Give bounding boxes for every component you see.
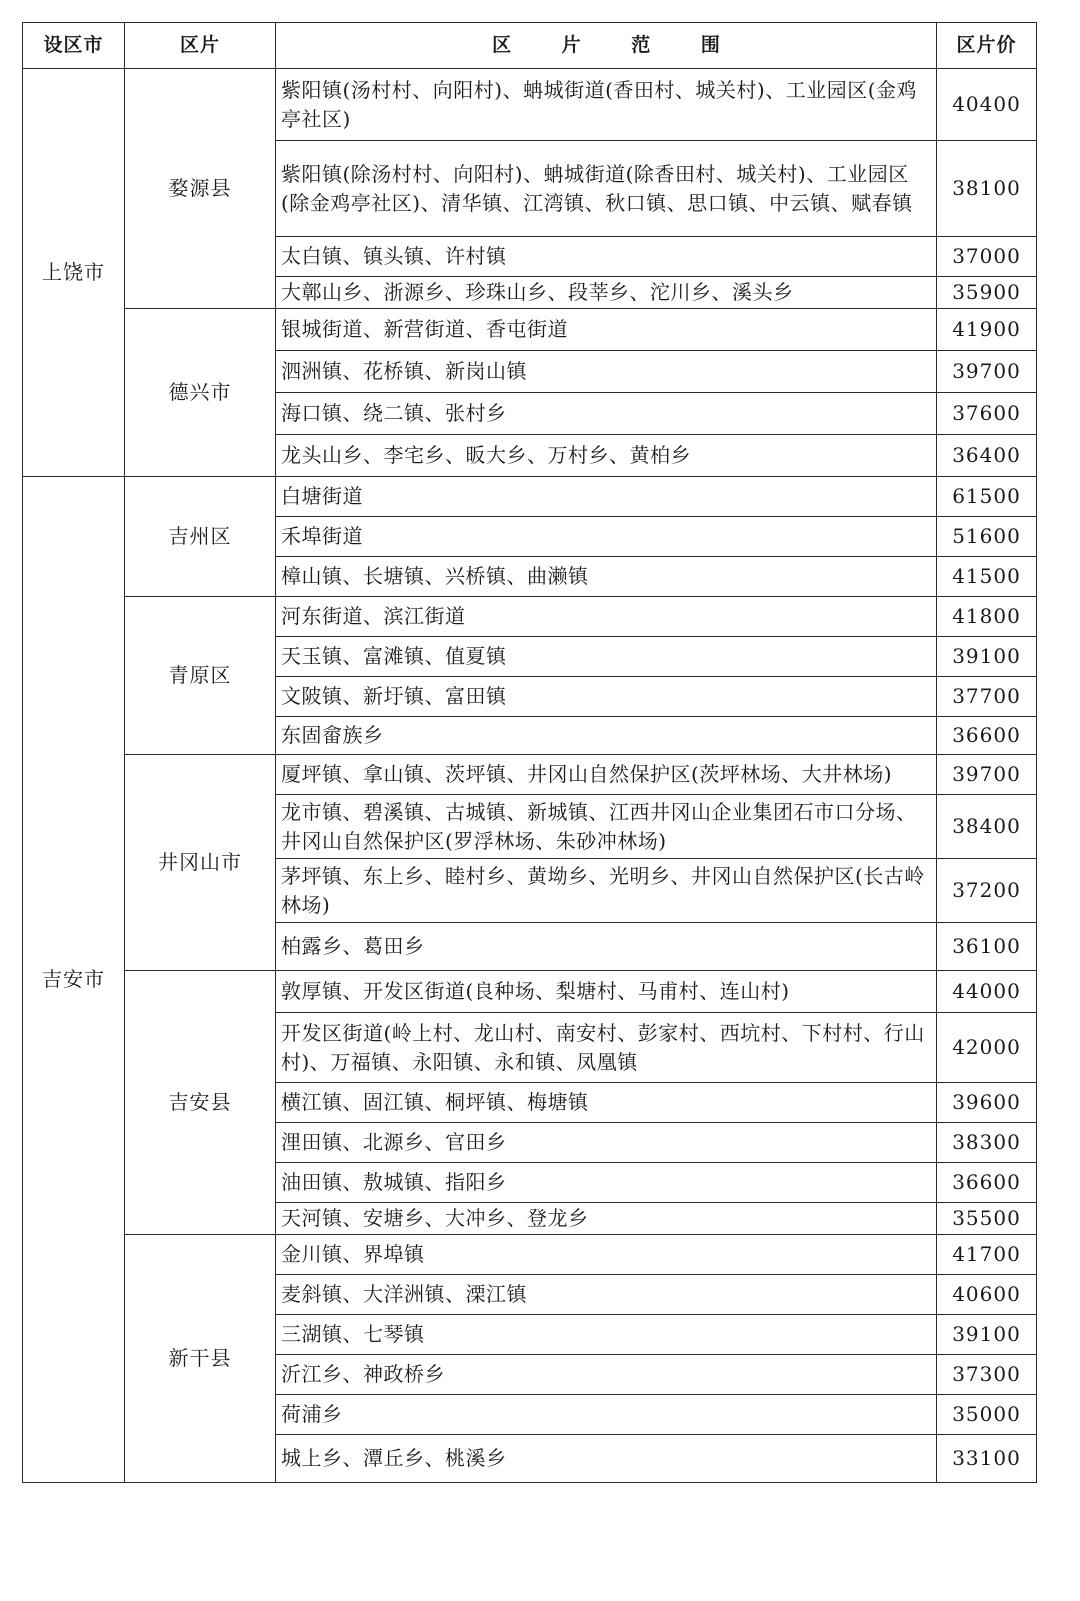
price-cell: 42000 xyxy=(937,1013,1037,1083)
range-cell: 禾埠街道 xyxy=(276,517,937,557)
price-cell: 37000 xyxy=(937,237,1037,277)
price-cell: 36100 xyxy=(937,923,1037,971)
district-cell: 德兴市 xyxy=(125,309,276,477)
price-cell: 35500 xyxy=(937,1203,1037,1235)
city-cell: 上饶市 xyxy=(23,69,125,477)
price-cell: 38100 xyxy=(937,141,1037,237)
range-cell: 紫阳镇(汤村村、向阳村)、蚺城街道(香田村、城关村)、工业园区(金鸡亭社区) xyxy=(276,69,937,141)
price-cell: 39100 xyxy=(937,1315,1037,1355)
price-cell: 41800 xyxy=(937,597,1037,637)
price-cell: 37700 xyxy=(937,677,1037,717)
table-row xyxy=(23,477,1037,517)
price-cell: 40600 xyxy=(937,1275,1037,1315)
range-cell: 河东街道、滨江街道 xyxy=(276,597,937,637)
header-range: 区 片 范 围 xyxy=(276,23,937,69)
range-cell: 沂江乡、神政桥乡 xyxy=(276,1355,937,1395)
price-cell: 38300 xyxy=(937,1123,1037,1163)
table-row xyxy=(23,755,1037,795)
price-cell: 61500 xyxy=(937,477,1037,517)
price-cell: 39700 xyxy=(937,755,1037,795)
price-cell: 41500 xyxy=(937,557,1037,597)
range-cell: 龙市镇、碧溪镇、古城镇、新城镇、江西井冈山企业集团石市口分场、井冈山自然保护区(罗浮林场、朱砂冲林场) xyxy=(276,795,937,859)
district-cell: 井冈山市 xyxy=(125,755,276,971)
price-cell: 39700 xyxy=(937,351,1037,393)
range-cell: 白塘街道 xyxy=(276,477,937,517)
district-cell: 吉安县 xyxy=(125,971,276,1235)
range-cell: 浬田镇、北源乡、官田乡 xyxy=(276,1123,937,1163)
range-cell: 麦斜镇、大洋洲镇、溧江镇 xyxy=(276,1275,937,1315)
price-cell: 39100 xyxy=(937,637,1037,677)
price-cell: 36600 xyxy=(937,717,1037,755)
city-cell: 吉安市 xyxy=(23,477,125,1483)
range-cell: 油田镇、敖城镇、指阳乡 xyxy=(276,1163,937,1203)
range-cell: 泗洲镇、花桥镇、新岗山镇 xyxy=(276,351,937,393)
header-row xyxy=(23,23,1037,69)
district-cell: 婺源县 xyxy=(125,69,276,309)
range-cell: 太白镇、镇头镇、许村镇 xyxy=(276,237,937,277)
price-cell: 51600 xyxy=(937,517,1037,557)
district-cell: 青原区 xyxy=(125,597,276,755)
range-cell: 银城街道、新营街道、香屯街道 xyxy=(276,309,937,351)
range-cell: 横江镇、固江镇、桐坪镇、梅塘镇 xyxy=(276,1083,937,1123)
price-cell: 44000 xyxy=(937,971,1037,1013)
range-cell: 城上乡、潭丘乡、桃溪乡 xyxy=(276,1435,937,1483)
table-row xyxy=(23,69,1037,141)
price-cell: 33100 xyxy=(937,1435,1037,1483)
header-price: 区片价 xyxy=(937,23,1037,69)
range-cell: 天玉镇、富滩镇、值夏镇 xyxy=(276,637,937,677)
range-cell: 文陂镇、新圩镇、富田镇 xyxy=(276,677,937,717)
table-body xyxy=(23,69,1037,1483)
price-cell: 35900 xyxy=(937,277,1037,309)
price-cell: 37600 xyxy=(937,393,1037,435)
table-row xyxy=(23,597,1037,637)
price-cell: 36400 xyxy=(937,435,1037,477)
range-cell: 金川镇、界埠镇 xyxy=(276,1235,937,1275)
range-cell: 天河镇、安塘乡、大冲乡、登龙乡 xyxy=(276,1203,937,1235)
range-cell: 海口镇、绕二镇、张村乡 xyxy=(276,393,937,435)
price-cell: 41700 xyxy=(937,1235,1037,1275)
table-row xyxy=(23,971,1037,1013)
range-cell: 柏露乡、葛田乡 xyxy=(276,923,937,971)
range-cell: 厦坪镇、拿山镇、茨坪镇、井冈山自然保护区(茨坪林场、大井林场) xyxy=(276,755,937,795)
range-cell: 东固畲族乡 xyxy=(276,717,937,755)
price-cell: 37200 xyxy=(937,859,1037,923)
range-cell: 大鄣山乡、浙源乡、珍珠山乡、段莘乡、沱川乡、溪头乡 xyxy=(276,277,937,309)
price-cell: 36600 xyxy=(937,1163,1037,1203)
price-cell: 35000 xyxy=(937,1395,1037,1435)
table-row xyxy=(23,309,1037,351)
price-cell: 37300 xyxy=(937,1355,1037,1395)
range-cell: 三湖镇、七琴镇 xyxy=(276,1315,937,1355)
range-cell: 荷浦乡 xyxy=(276,1395,937,1435)
district-cell: 吉州区 xyxy=(125,477,276,597)
range-cell: 茅坪镇、东上乡、睦村乡、黄坳乡、光明乡、井冈山自然保护区(长古岭林场) xyxy=(276,859,937,923)
range-cell: 开发区街道(岭上村、龙山村、南安村、彭家村、西坑村、下村村、行山村)、万福镇、永阳镇、永和镇、凤凰镇 xyxy=(276,1013,937,1083)
header-district: 区片 xyxy=(125,23,276,69)
price-cell: 39600 xyxy=(937,1083,1037,1123)
range-cell: 樟山镇、长塘镇、兴桥镇、曲濑镇 xyxy=(276,557,937,597)
price-cell: 40400 xyxy=(937,69,1037,141)
range-cell: 紫阳镇(除汤村村、向阳村)、蚺城街道(除香田村、城关村)、工业园区(除金鸡亭社区)、清华镇、江湾镇、秋口镇、思口镇、中云镇、赋春镇 xyxy=(276,141,937,237)
price-cell: 41900 xyxy=(937,309,1037,351)
header-city: 设区市 xyxy=(23,23,125,69)
range-cell: 龙头山乡、李宅乡、昄大乡、万村乡、黄柏乡 xyxy=(276,435,937,477)
land-price-table xyxy=(22,22,1037,1483)
district-cell: 新干县 xyxy=(125,1235,276,1483)
range-cell: 敦厚镇、开发区街道(良种场、梨塘村、马甫村、连山村) xyxy=(276,971,937,1013)
price-cell: 38400 xyxy=(937,795,1037,859)
table-row xyxy=(23,1235,1037,1275)
